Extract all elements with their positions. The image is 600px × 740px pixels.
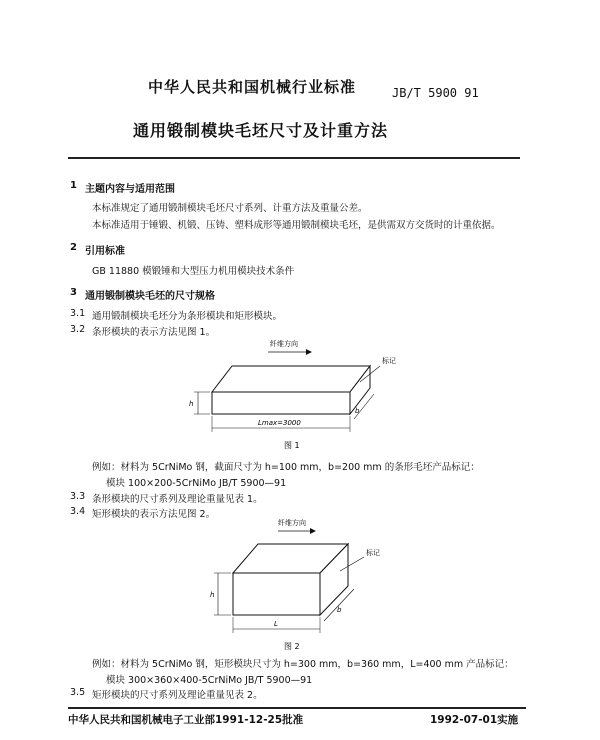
- clause-3-5-text: 矩形模块的尺寸系列及理论重量见表 2。: [92, 690, 263, 701]
- fig1-fiber-direction-label: 纤维方向: [270, 340, 298, 348]
- approval-statement: 中华人民共和国机械电子工业部1991-12-25批准: [68, 714, 304, 726]
- fig2-h-label: h: [210, 591, 215, 599]
- standard-category-heading: 中华人民共和国机械行业标准: [148, 78, 357, 96]
- fig1-length-label: Lmax=3000: [258, 419, 301, 427]
- fig1-fiber-arrow-head: [306, 349, 312, 355]
- fig1-mark-label: 标记: [382, 357, 396, 365]
- example-2-marking: 模块 300×360×400-5CrNiMo JB/T 5900—91: [106, 675, 313, 686]
- figure-2-caption: 图 2: [284, 642, 300, 651]
- clause-3-3-number: 3.3: [70, 491, 86, 502]
- fig1-h-label: h: [189, 400, 194, 408]
- example-2-description: 例如：材料为 5CrNiMo 钢，矩形模块尺寸为 h=300 mm，b=360 mm，L=400 mm 产品标记：: [92, 659, 514, 670]
- example-1-marking: 模块 100×200-5CrNiMo JB/T 5900—91: [106, 478, 287, 489]
- section-3-number: 3: [70, 287, 77, 298]
- clause-3-1-number: 3.1: [70, 308, 86, 319]
- fig2-fiber-direction-label: 纤维方向: [278, 519, 306, 527]
- section-2-title: 引用标准: [85, 246, 125, 257]
- figure-1-bar-block-diagram: [180, 336, 420, 456]
- section-1-number: 1: [70, 180, 77, 191]
- section-2-number: 2: [70, 242, 77, 253]
- figure-1-caption: 图 1: [284, 441, 300, 450]
- document-title: 通用锻制模块毛坯尺寸及计重方法: [133, 121, 389, 140]
- reference-standard: GB 11880 模锻锤和大型压力机用模块技术条件: [92, 266, 295, 277]
- fig2-fiber-arrow-head: [310, 528, 316, 534]
- section-1-paragraph-1: 本标准规定了通用锻制模块毛坯尺寸系列、计重方法及重量公差。: [92, 203, 368, 214]
- clause-3-2-number: 3.2: [70, 324, 86, 335]
- fig2-block-front-face: [233, 573, 320, 615]
- standard-code: JB/T 5900 91: [392, 86, 479, 100]
- clause-3-4-text: 矩形模块的表示方法见图 2。: [92, 509, 216, 520]
- fig1-b-label: b: [355, 407, 360, 415]
- fig1-block-top-face: [212, 366, 370, 392]
- clause-3-2-text: 条形模块的表示方法见图 1。: [92, 327, 216, 338]
- clause-3-5-number: 3.5: [70, 687, 86, 698]
- effective-date: 1992-07-01实施: [430, 714, 519, 726]
- fig1-block-front-face: [212, 392, 350, 414]
- fig2-mark-label: 标记: [366, 549, 380, 557]
- section-3-title: 通用锻制模块毛坯的尺寸规格: [85, 291, 215, 302]
- clause-3-3-text: 条形模块的尺寸系列及理论重量见表 1。: [92, 494, 263, 505]
- figure-2-rectangular-block-diagram: [200, 513, 400, 653]
- footer-divider: [68, 707, 526, 709]
- fig2-length-label: L: [274, 620, 278, 628]
- section-1-paragraph-2: 本标准适用于锤锻、机锻、压铸、塑料成形等通用锻制模块毛坯，是供需双方交货时的计重依据。: [92, 220, 501, 231]
- fig2-b-label: b: [337, 606, 342, 614]
- header-divider: [68, 157, 520, 159]
- section-1-title: 主题内容与适用范围: [85, 184, 175, 195]
- clause-3-4-number: 3.4: [70, 506, 86, 517]
- example-1-description: 例如：材料为 5CrNiMo 钢，截面尺寸为 h=100 mm，b=200 mm 的条形毛坯产品标记：: [92, 462, 480, 473]
- clause-3-1-text: 通用锻制模块毛坯分为条形模块和矩形模块。: [92, 311, 283, 322]
